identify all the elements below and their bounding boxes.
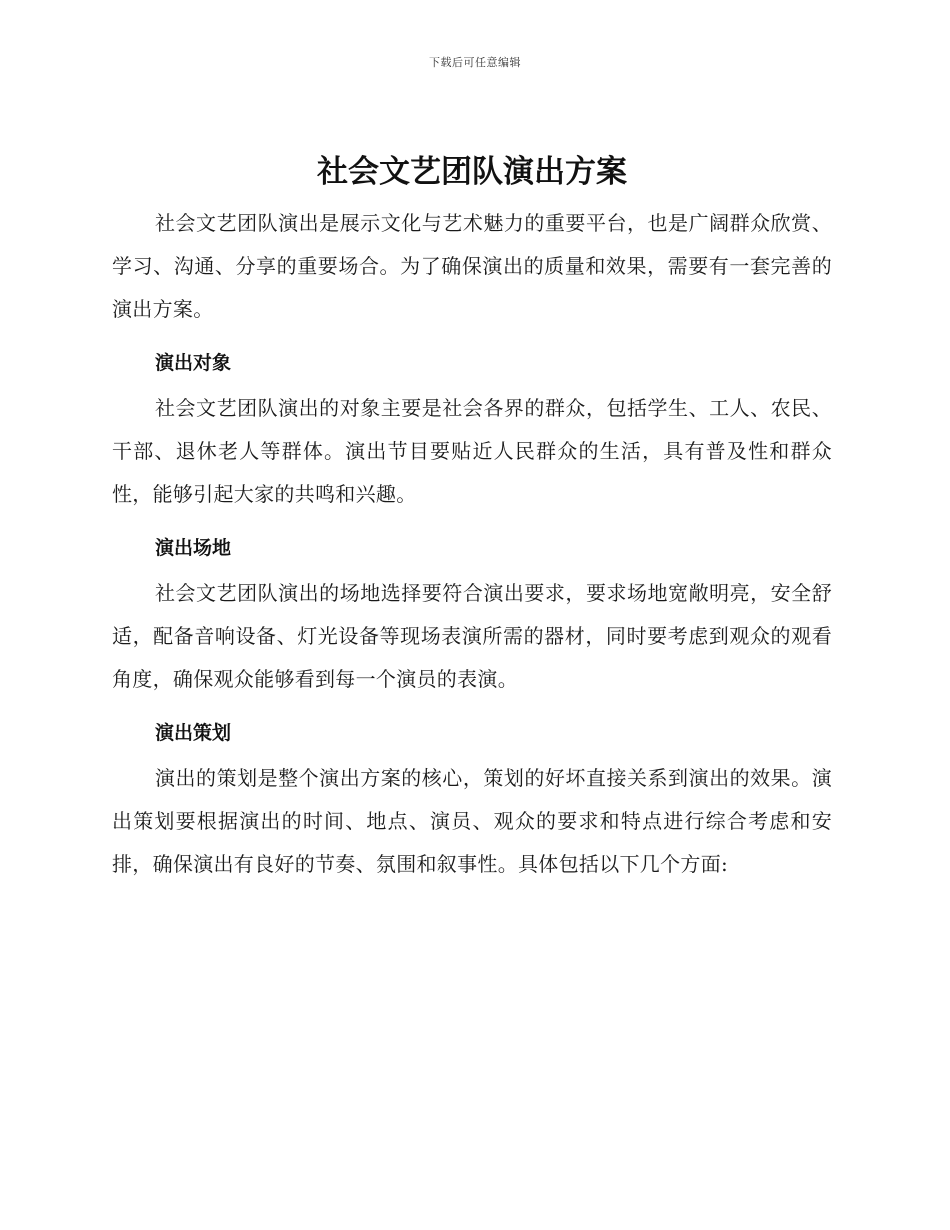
header-note: 下载后可任意编辑 xyxy=(429,56,521,69)
document-body xyxy=(112,150,832,886)
section-audience xyxy=(112,349,832,516)
document-title: 社会文艺团队演出方案 xyxy=(317,154,627,190)
section-heading: 演出策划 xyxy=(155,722,232,744)
section-heading: 演出对象 xyxy=(155,352,232,374)
section-paragraph: 社会文艺团队演出的场地选择要符合演出要求，要求场地宽敞明亮，安全舒适，配备音响设备、灯光设备等现场表演所需的器材，同时要考虑到观众的观看角度，确保观众能够看到每一个演员的表演。 xyxy=(112,581,832,691)
section-planning xyxy=(112,719,832,886)
section-venue xyxy=(112,534,832,701)
section-paragraph: 演出的策划是整个演出方案的核心，策划的好坏直接关系到演出的效果。演出策划要根据演出的时间、地点、演员、观众的要求和特点进行综合考虑和安排，确保演出有良好的节奏、氛围和叙事性。具体包括以下几个方面: xyxy=(112,766,832,876)
section-heading: 演出场地 xyxy=(155,537,232,559)
section-paragraph: 社会文艺团队演出的对象主要是社会各界的群众，包括学生、工人、农民、干部、退休老人等群体。演出节目要贴近人民群众的生活，具有普及性和群众性，能够引起大家的共鸣和兴趣。 xyxy=(112,396,832,506)
intro-paragraph: 社会文艺团队演出是展示文化与艺术魅力的重要平台，也是广阔群众欣赏、学习、沟通、分享的重要场合。为了确保演出的质量和效果，需要有一套完善的演出方案。 xyxy=(112,211,832,321)
